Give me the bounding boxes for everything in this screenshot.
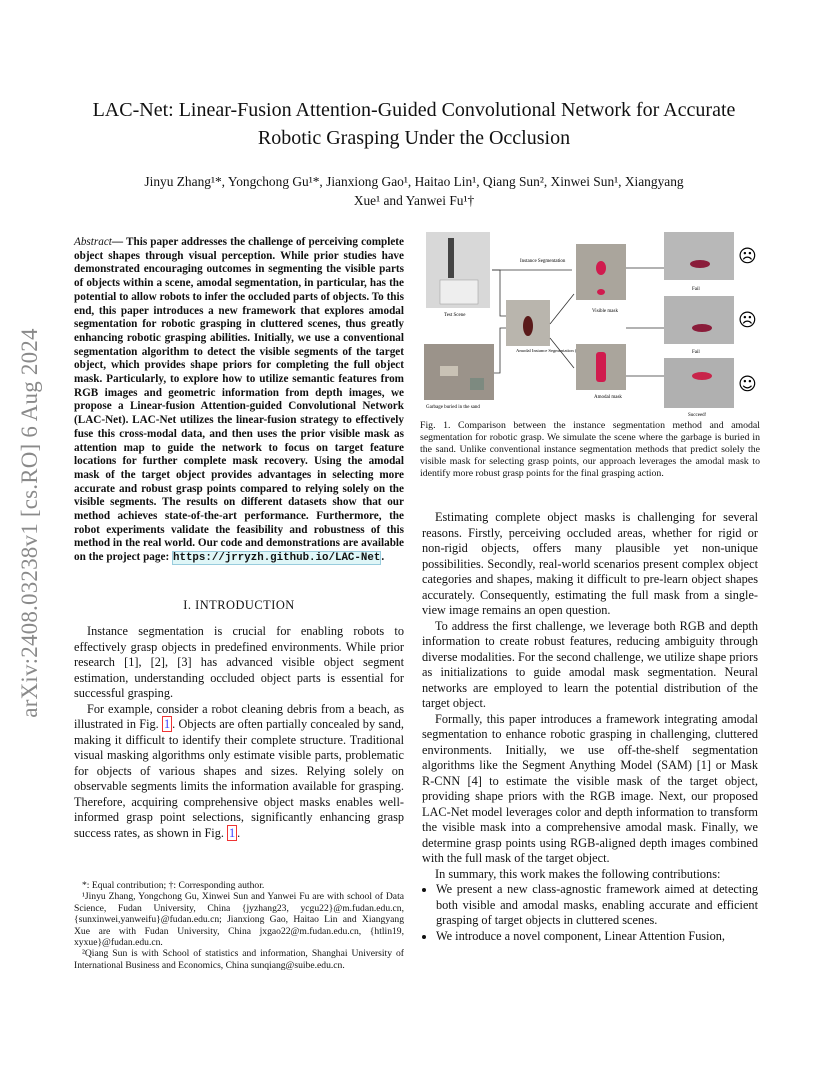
list-item: • We introduce a novel component, Linear Attention Fusion, (436, 929, 758, 945)
garbage-photo (424, 344, 494, 400)
right-paragraph: Estimating complete object masks is challenging for several reasons. Firstly, perceiving occluded areas, whether for rigid or non-rigid objects, offers many plausible yet non-unique possibilities. Secondly, real-world scenarios present complex object categories and shapes, making it difficult to pre-learn object shapes accurately. Consequently, estimating the full mask from a single-view image remains an open question. (422, 510, 758, 617)
fig-label: Fail (692, 350, 700, 355)
happy-face-icon: ☺ (738, 374, 757, 395)
figure-caption: Fig. 1. Comparison between the instance segmentation method and amodal segmentation for robotic grasp. We simulate the scene where the garbage is buried in the sand. Unlike conventional instance segmentation methods that predict solely the visible mask for selecting grasp points, our approach leverages the amodal mask to identify more robust grasp points for the final grasping action. (420, 420, 760, 479)
right-paragraph: In summary, this work makes the following contributions: (435, 866, 721, 881)
abstract-text: — This paper addresses the challenge of perceiving complete object shapes through visual perception. While prior studies have demonstrated encouraging outcomes in segmenting the visible parts of objects within a scene, amodal segmentation, in particular, has the potential to allow robots to infer the occluded parts of objects. To this end, this paper introduces a new framework that explores amodal segmentation for robotic grasping in cluttered scenes, thus greatly enhancing robotic grasping abilities. Initially, we use a conventional segmentation algorithm to detect the visible segments of the target object, which provides shape priors for completing the full object mask. Particularly, to explore how to utilize semantic features from RGB images and geometric information from depth images, we propose a Linear-fusion Attention-guided Convolutional Network (LAC-Net). LAC-Net utilizes the linear-fusion strategy to effectively fuse this cross-modal data, and then uses the prior visible mask as attention map to guide the network to focus on target feature locations for further complete mask recovery. Using the amodal mask of the target object provides advantages in selecting more accurate and robust grasp points compared to relying solely on the visible segments. The results on different datasets show that our method achieves state-of-the-art performance. Furthermore, the robot experiments validate the feasibility and robustness of this method in the real world. Our code and demonstrations are available on the project page: (74, 236, 404, 564)
figure-ref-link[interactable]: 1 (229, 825, 236, 840)
grasp-photo-3 (664, 358, 734, 408)
abstract (74, 236, 404, 566)
author-list: Jinyu Zhang¹*, Yongchong Gu¹*, Jianxiong Gao¹, Haitao Lin¹, Qiang Sun², Xinwei Sun¹, Xiangyang Xue¹ and Yanwei Fu¹† (144, 174, 684, 208)
intro-text: . Objects are often partially concealed by sand, making it difficult to identify their complete structure. Traditional visual masking algorithms only estimate visible parts, problematic for objects of various shapes and sizes. Relying solely on observable segments limits the information available for grasping. Therefore, acquiring comprehensive object masks enables well-informed grasp point selections, significantly enhancing grasp success rates, as shown in Fig. (74, 717, 404, 840)
section-heading: I. INTRODUCTION (183, 598, 295, 612)
abstract-end: . (381, 551, 385, 564)
right-paragraph: To address the first challenge, we leverage both RGB and depth information to create robust features, reducing ambiguity through diverse modalities. For the second challenge, we utilize shape priors as initializations to guide amodal mask segmentation. Neural networks are employed to learn the potential distribution of the target object. (422, 618, 758, 710)
arxiv-stamp (15, 290, 45, 760)
figure-ref-link[interactable]: 1 (164, 717, 171, 731)
figure-1 (420, 228, 760, 418)
fig-label: Amodal mask (594, 395, 622, 400)
fig-label: Fail (692, 287, 700, 292)
paper-title: LAC-Net: Linear-Fusion Attention-Guided Convolutional Network for Accurate Robotic Grasping Under the Occlusion (92, 99, 736, 149)
intro-column (74, 624, 404, 841)
intro-paragraph-2 (74, 702, 404, 842)
fig-label: Amodal Instance Segmentation ( (516, 348, 577, 353)
grasp-photo-2 (664, 296, 734, 344)
right-column (422, 510, 758, 944)
intro-text: For example, consider a robot cleaning debris from a beach, as illustrated in Fig. (74, 701, 404, 731)
sad-face-icon: ☹ (738, 246, 757, 267)
arxiv-id: arXiv:2408.03238v1 [cs.RO] 6 Aug 2024 (17, 328, 42, 718)
fig-label: Test Scene (444, 313, 466, 318)
intro-paragraph: Instance segmentation is crucial for enabling robots to effectively grasp objects in predefined environments. While prior research [1], [2], [3] has advanced visible object segment estimation, understanding occluded object parts is essential for successful grasping. (74, 624, 404, 700)
fig-label: Garbage buried in the sand (426, 405, 480, 410)
sad-face-icon: ☹ (738, 310, 757, 331)
grasp-photo-1 (664, 232, 734, 280)
footnote: ²Qiang Sun is with School of statistics and information, Shanghai University of International Business and Economics, China sunqiang@suibe.edu.cn. (74, 948, 404, 971)
contribution-list (422, 882, 758, 944)
fig-label: Visible mask (592, 309, 618, 314)
fig-label: Succeed! (688, 413, 707, 418)
abstract-label: Abstract (74, 236, 112, 248)
footnote: *: Equal contribution; †: Corresponding author. (82, 880, 265, 891)
fig-label: Instance Segmentation (520, 259, 566, 264)
footnote: ¹Jinyu Zhang, Yongchong Gu, Xinwei Sun and Yanwei Fu are with school of Data Science, Fudan University, China {jyzhang23, ycgu22}@m.fudan.edu.cn, {sunxinwei,yanweifu}@fudan.edu.cn; Jianxiong Gao, Haitao Lin and Xiangyang Xue are with Fudan University, China jxgao22@m.fudan.edu.cn, {htlin19, xyxue}@fudan.edu.cn. (74, 891, 404, 949)
list-item: • We present a new class-agnostic framework aimed at detecting both visible and amodal masks, enabling accurate and efficient grasping of target objects in cluttered scenes. (436, 882, 758, 929)
project-link[interactable]: https://jrryzh.github.io/LAC-Net (172, 552, 381, 565)
footnotes (74, 880, 404, 971)
intro-text: . (237, 825, 241, 840)
right-paragraph: Formally, this paper introduces a framework integrating amodal segmentation to enhance robotic grasping in challenging, cluttered environments. Initially, we use off-the-shelf segmentation algorithms like the Segment Anything Model (SAM) [1] or Mask R-CNN [4] to estimate the visible mask of the target object, providing shape priors with the RGB image. Next, our proposed LAC-Net model leverages color and depth information to transform the visible mask into a comprehensive amodal mask. Finally, we determine grasp points using RGB-aligned depth images combined with the full mask of the target object. (422, 711, 758, 865)
